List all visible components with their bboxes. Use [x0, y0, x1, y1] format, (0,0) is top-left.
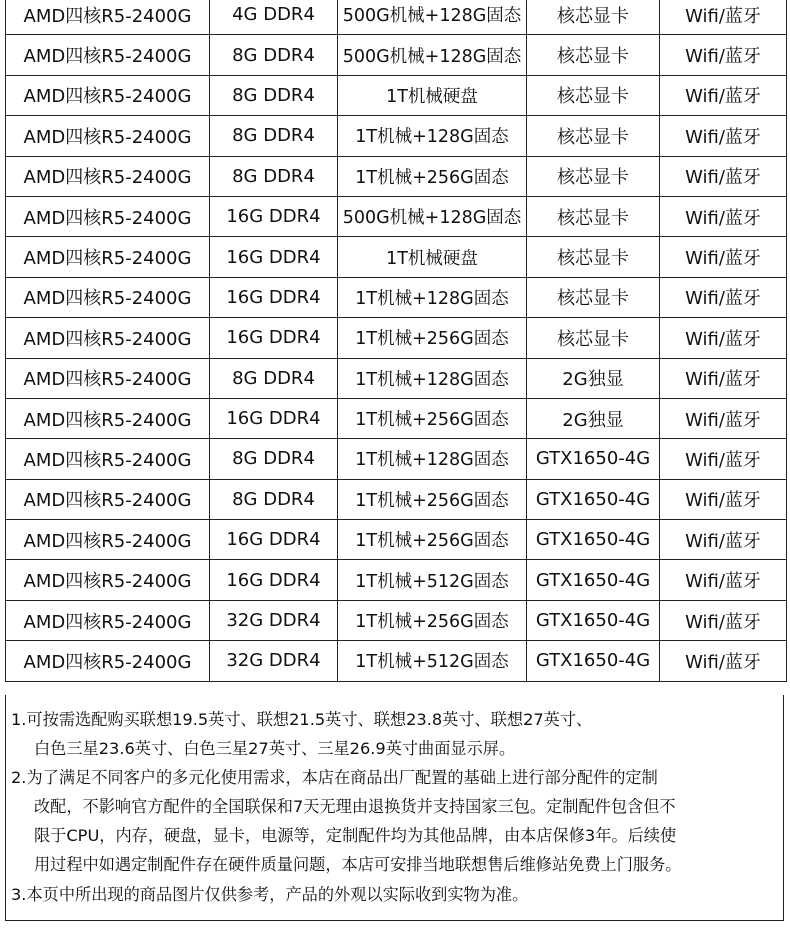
cell-storage: 1T机械+128G固态	[338, 277, 527, 317]
cell-cpu: AMD四核R5-2400G	[6, 116, 210, 156]
cell-storage: 1T机械硬盘	[338, 237, 527, 277]
cell-memory: 16G DDR4	[210, 196, 338, 236]
cell-memory: 16G DDR4	[210, 560, 338, 600]
cell-storage: 1T机械+256G固态	[338, 318, 527, 358]
cell-memory: 32G DDR4	[210, 600, 338, 640]
table-row	[6, 318, 787, 358]
cell-graphics: 2G独显	[527, 358, 660, 398]
table-row	[6, 156, 787, 196]
cell-memory: 8G DDR4	[210, 116, 338, 156]
cell-wireless: Wifi/蓝牙	[660, 520, 787, 560]
cell-graphics: GTX1650-4G	[527, 600, 660, 640]
cell-memory: 8G DDR4	[210, 479, 338, 519]
table-row	[6, 439, 787, 479]
table-row	[6, 196, 787, 236]
note-line: 改配，不影响官方配件的全国联保和7天无理由退换货并支持国家三包。定制配件包含但不	[34, 797, 676, 817]
cell-wireless: Wifi/蓝牙	[660, 75, 787, 115]
cell-graphics: 核芯显卡	[527, 35, 660, 75]
cell-cpu: AMD四核R5-2400G	[6, 520, 210, 560]
cell-storage: 1T机械硬盘	[338, 75, 527, 115]
table-row	[6, 237, 787, 277]
cell-storage: 500G机械+128G固态	[338, 35, 527, 75]
cell-wireless: Wifi/蓝牙	[660, 237, 787, 277]
cell-wireless: Wifi/蓝牙	[660, 35, 787, 75]
cell-cpu: AMD四核R5-2400G	[6, 398, 210, 438]
spec-table-body	[6, 0, 787, 681]
table-row	[6, 0, 787, 35]
cell-memory: 8G DDR4	[210, 439, 338, 479]
table-row	[6, 398, 787, 438]
cell-memory: 16G DDR4	[210, 398, 338, 438]
cell-graphics: GTX1650-4G	[527, 439, 660, 479]
cell-storage: 1T机械+256G固态	[338, 156, 527, 196]
cell-wireless: Wifi/蓝牙	[660, 479, 787, 519]
cell-graphics: 核芯显卡	[527, 196, 660, 236]
cell-wireless: Wifi/蓝牙	[660, 358, 787, 398]
cell-wireless: Wifi/蓝牙	[660, 116, 787, 156]
table-row	[6, 75, 787, 115]
cell-storage: 1T机械+128G固态	[338, 358, 527, 398]
note-line: 白色三星23.6英寸、白色三星27英寸、三星26.9英寸曲面显示屏。	[34, 739, 516, 759]
cell-wireless: Wifi/蓝牙	[660, 398, 787, 438]
cell-graphics: 2G独显	[527, 398, 660, 438]
note-line: 限于CPU，内存，硬盘，显卡，电源等，定制配件均为其他品牌，由本店保修3年。后续使	[34, 826, 677, 846]
notes-box	[5, 695, 784, 921]
cell-memory: 8G DDR4	[210, 35, 338, 75]
cell-graphics: 核芯显卡	[527, 237, 660, 277]
cell-cpu: AMD四核R5-2400G	[6, 156, 210, 196]
cell-cpu: AMD四核R5-2400G	[6, 196, 210, 236]
cell-memory: 16G DDR4	[210, 237, 338, 277]
note-line: 3.本页中所出现的商品图片仅供参考，产品的外观以实际收到实物为准。	[11, 884, 529, 904]
cell-graphics: 核芯显卡	[527, 75, 660, 115]
cell-wireless: Wifi/蓝牙	[660, 318, 787, 358]
cell-cpu: AMD四核R5-2400G	[6, 358, 210, 398]
cell-cpu: AMD四核R5-2400G	[6, 35, 210, 75]
table-row	[6, 116, 787, 156]
cell-cpu: AMD四核R5-2400G	[6, 560, 210, 600]
table-row	[6, 600, 787, 640]
cell-storage: 500G机械+128G固态	[338, 0, 527, 35]
cell-storage: 500G机械+128G固态	[338, 196, 527, 236]
cell-graphics: 核芯显卡	[527, 318, 660, 358]
cell-cpu: AMD四核R5-2400G	[6, 75, 210, 115]
cell-wireless: Wifi/蓝牙	[660, 560, 787, 600]
cell-graphics: GTX1650-4G	[527, 479, 660, 519]
cell-wireless: Wifi/蓝牙	[660, 641, 787, 681]
cell-cpu: AMD四核R5-2400G	[6, 641, 210, 681]
cell-graphics: GTX1650-4G	[527, 520, 660, 560]
cell-graphics: GTX1650-4G	[527, 641, 660, 681]
cell-memory: 8G DDR4	[210, 358, 338, 398]
cell-graphics: 核芯显卡	[527, 156, 660, 196]
cell-memory: 8G DDR4	[210, 156, 338, 196]
table-row	[6, 35, 787, 75]
cell-cpu: AMD四核R5-2400G	[6, 439, 210, 479]
note-line: 用过程中如遇定制配件存在硬件质量问题，本店可安排当地联想售后维修站免费上门服务。	[34, 855, 682, 875]
cell-storage: 1T机械+128G固态	[338, 439, 527, 479]
cell-memory: 16G DDR4	[210, 318, 338, 358]
cell-graphics: 核芯显卡	[527, 0, 660, 35]
cell-cpu: AMD四核R5-2400G	[6, 318, 210, 358]
cell-storage: 1T机械+512G固态	[338, 641, 527, 681]
cell-wireless: Wifi/蓝牙	[660, 439, 787, 479]
cell-storage: 1T机械+128G固态	[338, 116, 527, 156]
cell-memory: 8G DDR4	[210, 75, 338, 115]
cell-wireless: Wifi/蓝牙	[660, 277, 787, 317]
table-row	[6, 641, 787, 681]
cell-cpu: AMD四核R5-2400G	[6, 277, 210, 317]
table-row	[6, 520, 787, 560]
table-row	[6, 277, 787, 317]
cell-wireless: Wifi/蓝牙	[660, 196, 787, 236]
cell-wireless: Wifi/蓝牙	[660, 600, 787, 640]
cell-memory: 16G DDR4	[210, 277, 338, 317]
cell-storage: 1T机械+256G固态	[338, 600, 527, 640]
cell-graphics: 核芯显卡	[527, 116, 660, 156]
cell-cpu: AMD四核R5-2400G	[6, 237, 210, 277]
cell-cpu: AMD四核R5-2400G	[6, 600, 210, 640]
cell-wireless: Wifi/蓝牙	[660, 156, 787, 196]
cell-graphics: GTX1650-4G	[527, 560, 660, 600]
table-row	[6, 479, 787, 519]
cell-graphics: 核芯显卡	[527, 277, 660, 317]
cell-memory: 16G DDR4	[210, 520, 338, 560]
cell-storage: 1T机械+256G固态	[338, 398, 527, 438]
cell-wireless: Wifi/蓝牙	[660, 0, 787, 35]
cell-storage: 1T机械+512G固态	[338, 560, 527, 600]
cell-cpu: AMD四核R5-2400G	[6, 479, 210, 519]
cell-storage: 1T机械+256G固态	[338, 520, 527, 560]
cell-memory: 4G DDR4	[210, 0, 338, 35]
note-line: 2.为了满足不同客户的多元化使用需求，本店在商品出厂配置的基础上进行部分配件的定制	[11, 768, 658, 788]
note-line: 1.可按需选配购买联想19.5英寸、联想21.5英寸、联想23.8英寸、联想27英寸、	[11, 710, 593, 729]
table-row	[6, 358, 787, 398]
table-row	[6, 560, 787, 600]
spec-table	[5, 0, 787, 682]
cell-memory: 32G DDR4	[210, 641, 338, 681]
cell-storage: 1T机械+256G固态	[338, 479, 527, 519]
cell-cpu: AMD四核R5-2400G	[6, 0, 210, 35]
